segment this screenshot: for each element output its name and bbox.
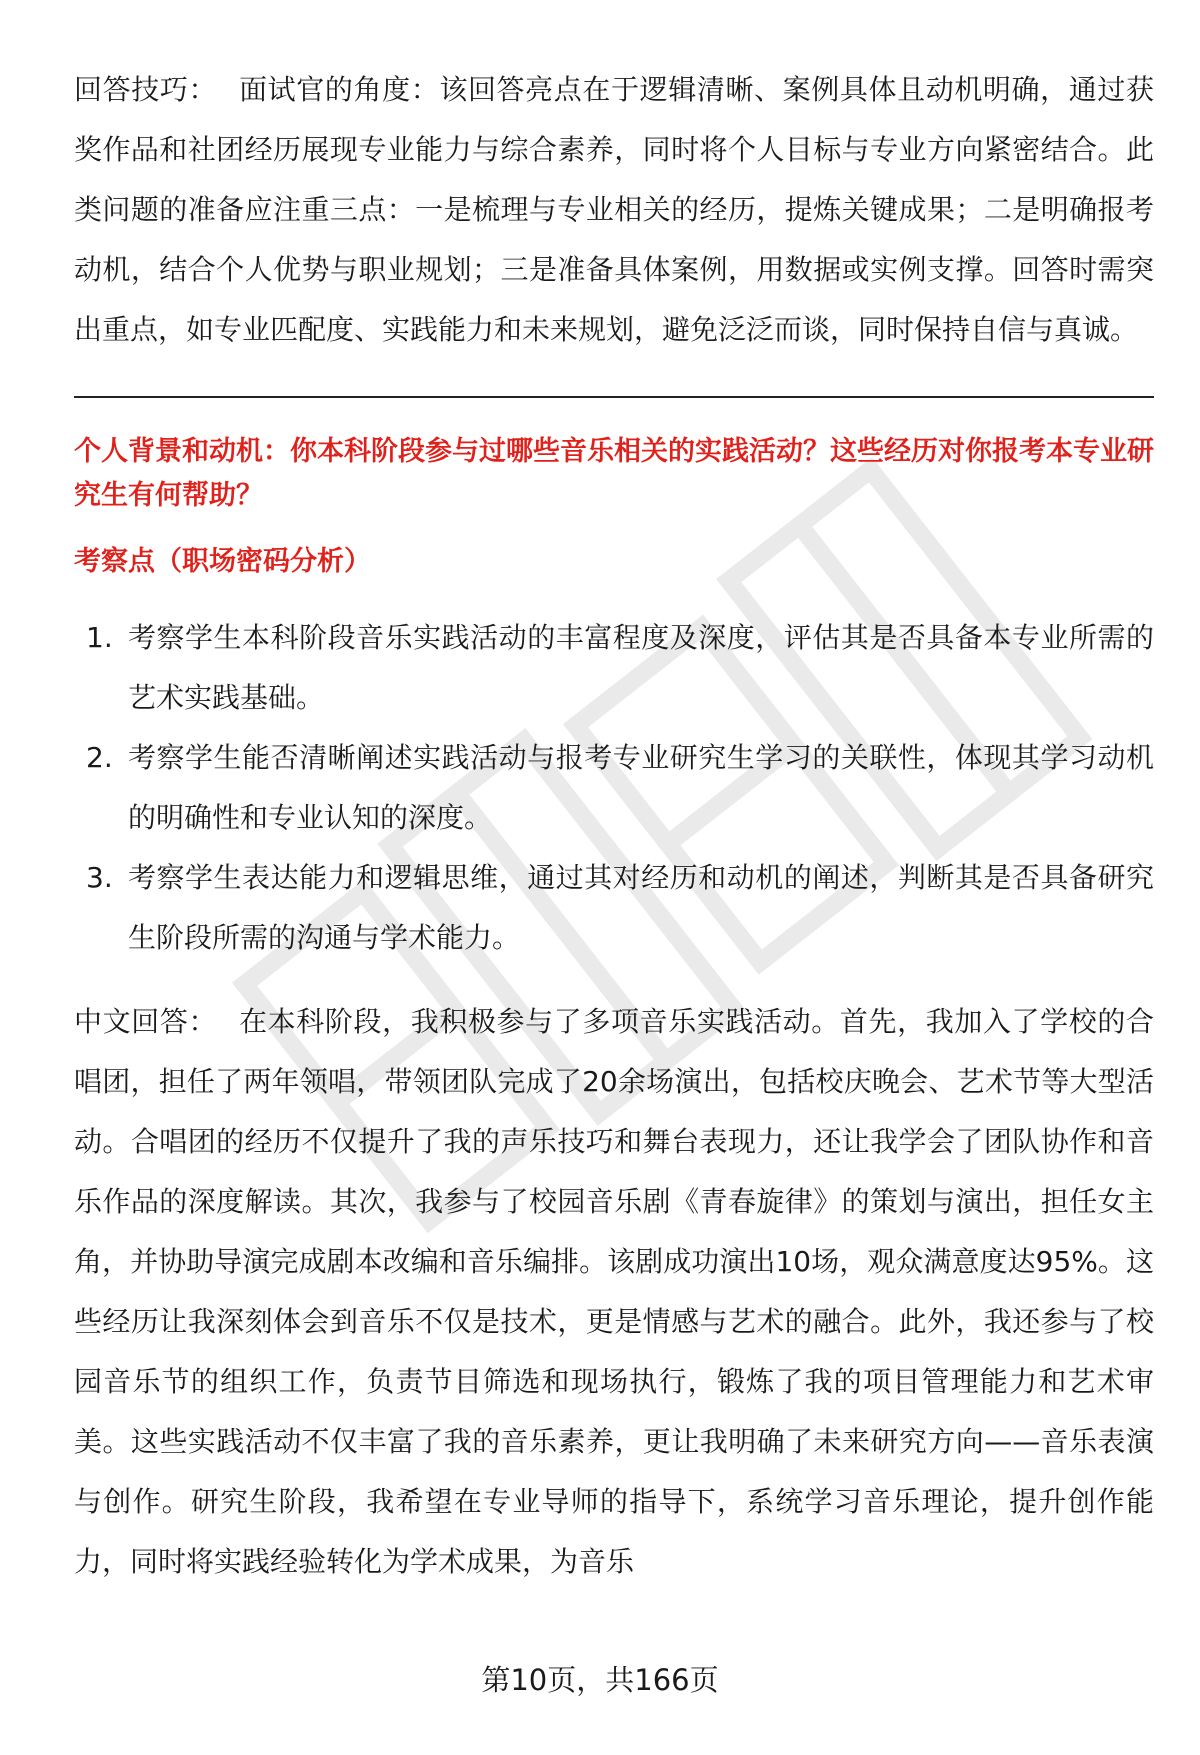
answer-label: 中文回答： xyxy=(74,1005,218,1038)
answer-text: 在本科阶段，我积极参与了多项音乐实践活动。首先，我加入了学校的合唱团，担任了两年领唱，带领团队完成了20余场演出，包括校庆晚会、艺术节等大型活动。合唱团的经历不仅提升了我的声乐技巧和舞台表现力，还让我学会了团队协作和音乐作品的深度解读。其次，我参与了校园音乐剧《青春旋律》的策划与演出，担任女主角，并协助导演完成剧本改编和音乐编排。该剧成功演出10场，观众满意度达95%。这些经历让我深刻体会到音乐不仅是技术，更是情感与艺术的融合。此外，我还参与了校园音乐节的组织工作，负责节目筛选和现场执行，锻炼了我的项目管理能力和艺术审美。这些实践活动不仅丰富了我的音乐素养，更让我明确了未来研究方向——音乐表演与创作。研究生阶段，我希望在专业导师的指导下，系统学习音乐理论，提升创作能力，同时将实践经验转化为学术成果，为音乐 xyxy=(74,1005,1154,1578)
analysis-list xyxy=(74,608,1154,968)
document-page xyxy=(74,60,1154,1592)
list-item-text: 考察学生本科阶段音乐实践活动的丰富程度及深度，评估其是否具备本专业所需的艺术实践基础。 xyxy=(128,621,1154,714)
previous-answer-tips xyxy=(74,60,1154,360)
list-number: 2. xyxy=(86,741,113,774)
list-item xyxy=(74,608,1154,728)
list-item xyxy=(74,728,1154,848)
list-item xyxy=(74,848,1154,968)
question-title: 个人背景和动机：你本科阶段参与过哪些音乐相关的实践活动？这些经历对你报考本专业研究生有何帮助？ xyxy=(74,436,1154,511)
section-divider xyxy=(74,396,1154,398)
chinese-answer xyxy=(74,992,1154,1592)
list-item-text: 考察学生表达能力和逻辑思维，通过其对经历和动机的阐述，判断其是否具备研究生阶段所需的沟通与学术能力。 xyxy=(128,861,1154,954)
page-footer: 第10页，共166页 xyxy=(481,1663,719,1697)
analysis-heading: 考察点（职场密码分析） xyxy=(74,546,371,577)
tips-label: 回答技巧： xyxy=(74,73,218,106)
tips-text: 面试官的角度：该回答亮点在于逻辑清晰、案例具体且动机明确，通过获奖作品和社团经历展现专业能力与综合素养，同时将个人目标与专业方向紧密结合。此类问题的准备应注重三点：一是梳理与专业相关的经历，提炼关键成果；二是明确报考动机，结合个人优势与职业规划；三是准备具体案例，用数据或实例支撑。回答时需突出重点，如专业匹配度、实践能力和未来规划，避免泛泛而谈，同时保持自信与真诚。 xyxy=(74,73,1154,346)
list-item-text: 考察学生能否清晰阐述实践活动与报考专业研究生学习的关联性，体现其学习动机的明确性和专业认知的深度。 xyxy=(128,741,1154,834)
list-number: 1. xyxy=(86,621,113,654)
list-number: 3. xyxy=(86,861,113,894)
